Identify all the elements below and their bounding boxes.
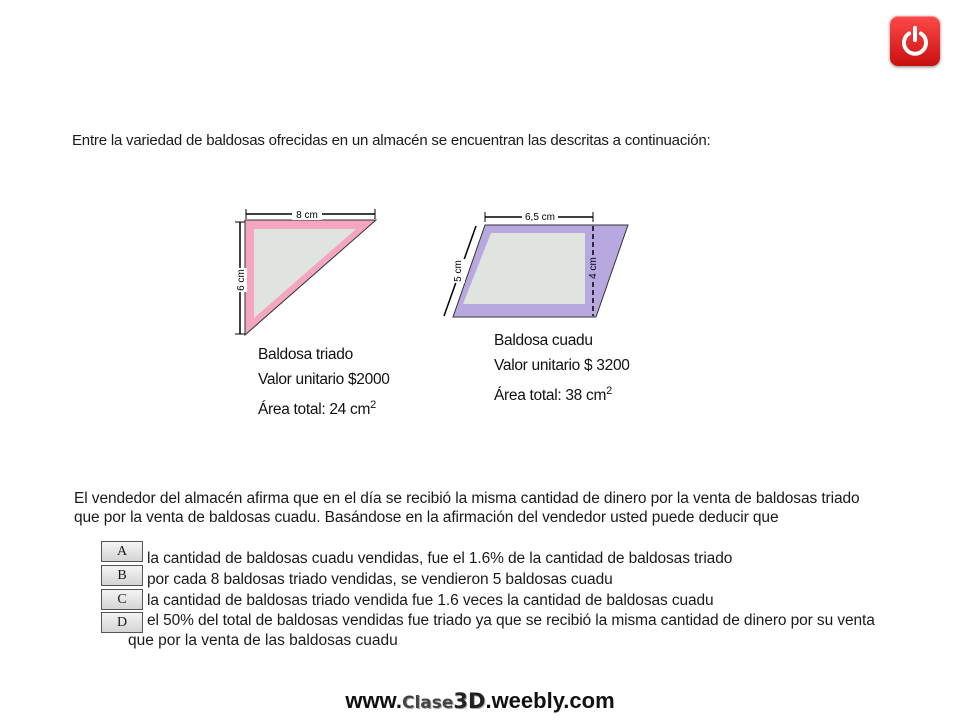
triangle-side-dimension: 6 cm [236, 269, 247, 291]
triangle-caption [258, 346, 390, 419]
problem-statement: El vendedor del almacén afirma que en el día se recibió la misma cantidad de dinero por la venta de baldosas triado que por la venta de baldosas cuadu. Basándose en la afirmación del vendedor usted puede deducir que [74, 490, 860, 526]
triangle-tile [233, 208, 376, 335]
footer-suffix: .weebly.com [485, 688, 615, 713]
parallelogram-name: Baldosa cuadu [494, 332, 593, 349]
triangle-name: Baldosa triado [258, 346, 353, 363]
option-b-button[interactable]: B [101, 565, 143, 586]
parallelogram-height-dimension: 4 cm [588, 257, 599, 279]
footer-prefix: www. [345, 688, 402, 713]
option-c-text: la cantidad de baldosas triado vendida fue 1.6 veces la cantidad de baldosas cuadu [147, 592, 714, 609]
footer-brand-3d: 3D [453, 689, 486, 713]
option-d-button[interactable]: D [101, 612, 143, 633]
option-a-text: la cantidad de baldosas cuadu vendidas, fue el 1.6% de la cantidad de baldosas triado [147, 550, 733, 567]
footer-url [0, 688, 960, 714]
parallelogram-price: Valor unitario $ 3200 [494, 357, 630, 374]
intro-text: Entre la variedad de baldosas ofrecidas en un almacén se encuentran las descritas a continuación: [72, 132, 711, 149]
option-b-text: por cada 8 baldosas triado vendidas, se vendieron 5 baldosas cuadu [147, 571, 613, 588]
parallelogram-caption [494, 332, 630, 405]
triangle-top-dimension: 8 cm [296, 210, 318, 221]
footer-brand: Clase [401, 693, 454, 713]
triangle-area: Área total: 24 $cm^2$ [258, 399, 376, 419]
option-c-button[interactable]: C [101, 589, 143, 610]
option-a-button[interactable]: A [101, 541, 143, 562]
parallelogram-area: Área total: 38 $cm^2$ [494, 385, 612, 405]
option-d-text: el 50% del total de baldosas vendidas fue triado ya que se recibió la misma cantidad de dinero por su venta [147, 612, 875, 629]
parallelogram-top-dimension: 6,5 cm [524, 212, 556, 223]
parallelogram-tile [444, 210, 628, 317]
parallelogram-side-dimension: 5 cm [453, 260, 464, 282]
option-d-text-continued: que por la venta de las baldosas cuadu [128, 632, 398, 649]
triangle-price: Valor unitario $2000 [258, 371, 390, 388]
